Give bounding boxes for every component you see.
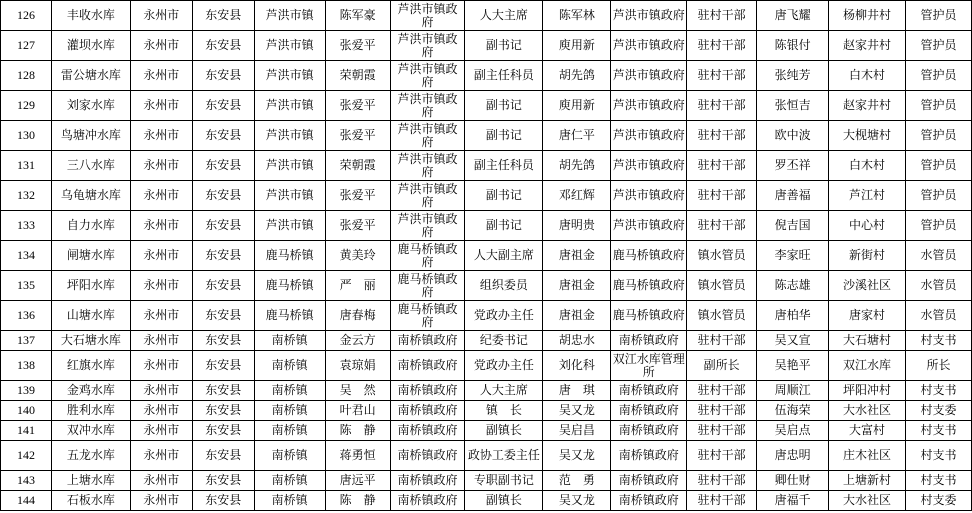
cell-village: 大石塘村 bbox=[829, 331, 906, 351]
cell-reservoir-name: 闸塘水库 bbox=[51, 241, 130, 271]
cell-tech-title: 副所长 bbox=[687, 351, 757, 381]
cell-village: 大富村 bbox=[829, 421, 906, 441]
cell-patrol-person: 周顺江 bbox=[757, 381, 829, 401]
cell-patrol-role: 村支委 bbox=[905, 401, 971, 421]
table-row bbox=[1, 121, 972, 151]
cell-tech-title: 驻村干部 bbox=[687, 151, 757, 181]
cell-leader-unit: 芦洪市镇政府 bbox=[390, 121, 465, 151]
cell-reservoir-name: 胜利水库 bbox=[51, 401, 130, 421]
cell-reservoir-name: 五龙水库 bbox=[51, 441, 130, 471]
cell-tech-unit: 芦洪市镇政府 bbox=[611, 121, 687, 151]
cell-tech-contact: 胡先鸽 bbox=[543, 151, 611, 181]
cell-township-leader: 黄美玲 bbox=[325, 241, 390, 271]
cell-leader-title: 人大副主席 bbox=[465, 241, 543, 271]
cell-tech-title: 驻村干部 bbox=[687, 491, 757, 511]
cell-village: 坪阳冲村 bbox=[829, 381, 906, 401]
cell-city: 永州市 bbox=[130, 471, 192, 491]
cell-township: 鹿马桥镇 bbox=[254, 301, 325, 331]
cell-tech-unit: 南桥镇政府 bbox=[611, 441, 687, 471]
cell-county: 东安县 bbox=[192, 441, 254, 471]
cell-leader-title: 人大主席 bbox=[465, 1, 543, 31]
cell-tech-contact: 胡先鸽 bbox=[543, 61, 611, 91]
cell-county: 东安县 bbox=[192, 31, 254, 61]
table-row bbox=[1, 401, 972, 421]
cell-leader-unit: 南桥镇政府 bbox=[390, 351, 465, 381]
cell-patrol-role: 管护员 bbox=[905, 61, 971, 91]
cell-patrol-role: 村支书 bbox=[905, 441, 971, 471]
table-row bbox=[1, 351, 972, 381]
cell-tech-unit: 芦洪市镇政府 bbox=[611, 181, 687, 211]
cell-township-leader: 陈 静 bbox=[325, 491, 390, 511]
cell-county: 东安县 bbox=[192, 421, 254, 441]
cell-leader-unit: 鹿马桥镇政府 bbox=[390, 241, 465, 271]
cell-village: 双江水库 bbox=[829, 351, 906, 381]
cell-leader-title: 副书记 bbox=[465, 211, 543, 241]
cell-patrol-role: 管护员 bbox=[905, 121, 971, 151]
cell-patrol-person: 陈志雄 bbox=[757, 271, 829, 301]
cell-township: 芦洪市镇 bbox=[254, 151, 325, 181]
cell-township-leader: 陈军豪 bbox=[325, 1, 390, 31]
cell-township-leader: 吴 然 bbox=[325, 381, 390, 401]
cell-tech-unit: 南桥镇政府 bbox=[611, 401, 687, 421]
cell-leader-unit: 南桥镇政府 bbox=[390, 471, 465, 491]
cell-township: 芦洪市镇 bbox=[254, 181, 325, 211]
cell-leader-unit: 南桥镇政府 bbox=[390, 381, 465, 401]
cell-tech-title: 镇水管员 bbox=[687, 271, 757, 301]
cell-reservoir-name: 自力水库 bbox=[51, 211, 130, 241]
cell-county: 东安县 bbox=[192, 301, 254, 331]
cell-township: 南桥镇 bbox=[254, 351, 325, 381]
cell-township: 鹿马桥镇 bbox=[254, 271, 325, 301]
cell-township: 鹿马桥镇 bbox=[254, 241, 325, 271]
cell-village: 白木村 bbox=[829, 151, 906, 181]
cell-tech-contact: 吴又龙 bbox=[543, 491, 611, 511]
cell-patrol-role: 水管员 bbox=[905, 241, 971, 271]
cell-tech-contact: 唐祖金 bbox=[543, 271, 611, 301]
cell-reservoir-name: 金鸡水库 bbox=[51, 381, 130, 401]
cell-leader-title: 副主任科员 bbox=[465, 61, 543, 91]
table-row bbox=[1, 1, 972, 31]
cell-tech-contact: 唐仁平 bbox=[543, 121, 611, 151]
cell-leader-title: 纪委书记 bbox=[465, 331, 543, 351]
cell-county: 东安县 bbox=[192, 91, 254, 121]
table-body bbox=[1, 1, 972, 511]
cell-village: 大水社区 bbox=[829, 401, 906, 421]
cell-leader-title: 政协工委主任 bbox=[465, 441, 543, 471]
cell-village: 中心村 bbox=[829, 211, 906, 241]
cell-tech-unit: 芦洪市镇政府 bbox=[611, 61, 687, 91]
cell-city: 永州市 bbox=[130, 441, 192, 471]
cell-tech-unit: 芦洪市镇政府 bbox=[611, 31, 687, 61]
cell-city: 永州市 bbox=[130, 211, 192, 241]
table-row bbox=[1, 421, 972, 441]
cell-row-number: 127 bbox=[1, 31, 52, 61]
cell-township-leader: 金云方 bbox=[325, 331, 390, 351]
cell-tech-contact: 刘化科 bbox=[543, 351, 611, 381]
cell-leader-title: 副书记 bbox=[465, 91, 543, 121]
cell-patrol-person: 伍海荣 bbox=[757, 401, 829, 421]
cell-leader-unit: 芦洪市镇政府 bbox=[390, 211, 465, 241]
cell-tech-contact: 庾用新 bbox=[543, 31, 611, 61]
cell-leader-unit: 芦洪市镇政府 bbox=[390, 61, 465, 91]
cell-tech-unit: 鹿马桥镇政府 bbox=[611, 241, 687, 271]
cell-village: 大水社区 bbox=[829, 491, 906, 511]
table-row bbox=[1, 381, 972, 401]
cell-leader-unit: 南桥镇政府 bbox=[390, 491, 465, 511]
cell-patrol-role: 村支书 bbox=[905, 421, 971, 441]
cell-row-number: 144 bbox=[1, 491, 52, 511]
table-row bbox=[1, 91, 972, 121]
cell-county: 东安县 bbox=[192, 471, 254, 491]
cell-leader-title: 副书记 bbox=[465, 31, 543, 61]
cell-leader-title: 副镇长 bbox=[465, 491, 543, 511]
cell-reservoir-name: 大石塘水库 bbox=[51, 331, 130, 351]
cell-village: 赵家井村 bbox=[829, 91, 906, 121]
cell-patrol-role: 村支书 bbox=[905, 381, 971, 401]
cell-patrol-person: 唐柏华 bbox=[757, 301, 829, 331]
cell-reservoir-name: 雷公塘水库 bbox=[51, 61, 130, 91]
cell-row-number: 132 bbox=[1, 181, 52, 211]
cell-city: 永州市 bbox=[130, 181, 192, 211]
cell-tech-title: 驻村干部 bbox=[687, 421, 757, 441]
cell-township-leader: 张爱平 bbox=[325, 121, 390, 151]
cell-reservoir-name: 三八水库 bbox=[51, 151, 130, 181]
cell-city: 永州市 bbox=[130, 351, 192, 381]
cell-city: 永州市 bbox=[130, 1, 192, 31]
cell-leader-unit: 芦洪市镇政府 bbox=[390, 91, 465, 121]
cell-row-number: 128 bbox=[1, 61, 52, 91]
table-row bbox=[1, 471, 972, 491]
cell-township: 芦洪市镇 bbox=[254, 91, 325, 121]
cell-township-leader: 袁琼娟 bbox=[325, 351, 390, 381]
cell-row-number: 137 bbox=[1, 331, 52, 351]
cell-reservoir-name: 上塘水库 bbox=[51, 471, 130, 491]
cell-tech-title: 驻村干部 bbox=[687, 331, 757, 351]
cell-township-leader: 严 丽 bbox=[325, 271, 390, 301]
cell-reservoir-name: 双冲水库 bbox=[51, 421, 130, 441]
cell-village: 赵家井村 bbox=[829, 31, 906, 61]
cell-tech-title: 驻村干部 bbox=[687, 181, 757, 211]
cell-city: 永州市 bbox=[130, 271, 192, 301]
table-row bbox=[1, 151, 972, 181]
cell-village: 大枧塘村 bbox=[829, 121, 906, 151]
cell-reservoir-name: 丰收水库 bbox=[51, 1, 130, 31]
cell-tech-unit: 鹿马桥镇政府 bbox=[611, 301, 687, 331]
cell-tech-title: 驻村干部 bbox=[687, 211, 757, 241]
cell-patrol-role: 管护员 bbox=[905, 1, 971, 31]
cell-county: 东安县 bbox=[192, 211, 254, 241]
cell-leader-title: 组织委员 bbox=[465, 271, 543, 301]
cell-township: 南桥镇 bbox=[254, 401, 325, 421]
cell-city: 永州市 bbox=[130, 421, 192, 441]
cell-row-number: 133 bbox=[1, 211, 52, 241]
cell-county: 东安县 bbox=[192, 1, 254, 31]
cell-tech-unit: 南桥镇政府 bbox=[611, 331, 687, 351]
cell-city: 永州市 bbox=[130, 31, 192, 61]
cell-city: 永州市 bbox=[130, 491, 192, 511]
cell-patrol-person: 吴启点 bbox=[757, 421, 829, 441]
cell-township-leader: 荣朝霞 bbox=[325, 151, 390, 181]
cell-leader-title: 专职副书记 bbox=[465, 471, 543, 491]
table-row bbox=[1, 31, 972, 61]
cell-reservoir-name: 红旗水库 bbox=[51, 351, 130, 381]
table-row bbox=[1, 181, 972, 211]
table-row bbox=[1, 491, 972, 511]
table-row bbox=[1, 211, 972, 241]
cell-leader-unit: 芦洪市镇政府 bbox=[390, 151, 465, 181]
cell-county: 东安县 bbox=[192, 241, 254, 271]
cell-township: 南桥镇 bbox=[254, 421, 325, 441]
cell-county: 东安县 bbox=[192, 351, 254, 381]
cell-township: 南桥镇 bbox=[254, 331, 325, 351]
cell-row-number: 140 bbox=[1, 401, 52, 421]
cell-tech-title: 驻村干部 bbox=[687, 31, 757, 61]
cell-row-number: 141 bbox=[1, 421, 52, 441]
cell-city: 永州市 bbox=[130, 301, 192, 331]
cell-township: 南桥镇 bbox=[254, 441, 325, 471]
cell-city: 永州市 bbox=[130, 331, 192, 351]
cell-patrol-person: 卿仕财 bbox=[757, 471, 829, 491]
cell-tech-title: 驻村干部 bbox=[687, 441, 757, 471]
cell-township-leader: 唐远平 bbox=[325, 471, 390, 491]
cell-tech-contact: 唐 琪 bbox=[543, 381, 611, 401]
cell-tech-title: 驻村干部 bbox=[687, 401, 757, 421]
cell-patrol-person: 张纯芳 bbox=[757, 61, 829, 91]
cell-county: 东安县 bbox=[192, 271, 254, 301]
cell-row-number: 143 bbox=[1, 471, 52, 491]
cell-city: 永州市 bbox=[130, 91, 192, 121]
cell-leader-unit: 鹿马桥镇政府 bbox=[390, 271, 465, 301]
table-row bbox=[1, 241, 972, 271]
cell-leader-unit: 芦洪市镇政府 bbox=[390, 1, 465, 31]
cell-tech-contact: 庾用新 bbox=[543, 91, 611, 121]
cell-patrol-role: 管护员 bbox=[905, 91, 971, 121]
cell-reservoir-name: 山塘水库 bbox=[51, 301, 130, 331]
cell-patrol-person: 吴艳平 bbox=[757, 351, 829, 381]
cell-township-leader: 张爱平 bbox=[325, 211, 390, 241]
cell-patrol-role: 管护员 bbox=[905, 211, 971, 241]
cell-reservoir-name: 石板水库 bbox=[51, 491, 130, 511]
table-row bbox=[1, 61, 972, 91]
cell-patrol-person: 欧中波 bbox=[757, 121, 829, 151]
cell-patrol-role: 水管员 bbox=[905, 301, 971, 331]
cell-patrol-role: 村支委 bbox=[905, 491, 971, 511]
cell-city: 永州市 bbox=[130, 151, 192, 181]
cell-tech-unit: 芦洪市镇政府 bbox=[611, 151, 687, 181]
cell-leader-title: 副镇长 bbox=[465, 421, 543, 441]
cell-village: 芦江村 bbox=[829, 181, 906, 211]
cell-village: 上塘新村 bbox=[829, 471, 906, 491]
cell-tech-title: 驻村干部 bbox=[687, 121, 757, 151]
cell-township: 芦洪市镇 bbox=[254, 61, 325, 91]
cell-tech-title: 驻村干部 bbox=[687, 91, 757, 121]
cell-leader-title: 党政办主任 bbox=[465, 301, 543, 331]
cell-township: 芦洪市镇 bbox=[254, 121, 325, 151]
cell-tech-contact: 唐祖金 bbox=[543, 241, 611, 271]
cell-city: 永州市 bbox=[130, 401, 192, 421]
cell-tech-title: 驻村干部 bbox=[687, 61, 757, 91]
cell-tech-unit: 芦洪市镇政府 bbox=[611, 211, 687, 241]
cell-reservoir-name: 鸟塘冲水库 bbox=[51, 121, 130, 151]
cell-township-leader: 张爱平 bbox=[325, 181, 390, 211]
cell-reservoir-name: 灌坝水库 bbox=[51, 31, 130, 61]
cell-township-leader: 叶君山 bbox=[325, 401, 390, 421]
cell-leader-title: 党政办主任 bbox=[465, 351, 543, 381]
cell-tech-title: 驻村干部 bbox=[687, 471, 757, 491]
cell-village: 新街村 bbox=[829, 241, 906, 271]
cell-row-number: 130 bbox=[1, 121, 52, 151]
cell-row-number: 131 bbox=[1, 151, 52, 181]
cell-county: 东安县 bbox=[192, 61, 254, 91]
cell-leader-unit: 芦洪市镇政府 bbox=[390, 181, 465, 211]
cell-tech-contact: 唐祖金 bbox=[543, 301, 611, 331]
cell-leader-unit: 芦洪市镇政府 bbox=[390, 31, 465, 61]
cell-patrol-role: 管护员 bbox=[905, 181, 971, 211]
cell-leader-title: 人大主席 bbox=[465, 381, 543, 401]
cell-county: 东安县 bbox=[192, 151, 254, 181]
cell-row-number: 135 bbox=[1, 271, 52, 301]
cell-village: 唐家村 bbox=[829, 301, 906, 331]
cell-county: 东安县 bbox=[192, 401, 254, 421]
cell-patrol-person: 陈银付 bbox=[757, 31, 829, 61]
table-row bbox=[1, 331, 972, 351]
cell-reservoir-name: 乌龟塘水库 bbox=[51, 181, 130, 211]
cell-patrol-person: 唐福千 bbox=[757, 491, 829, 511]
cell-tech-unit: 南桥镇政府 bbox=[611, 421, 687, 441]
cell-county: 东安县 bbox=[192, 121, 254, 151]
cell-tech-contact: 唐明贵 bbox=[543, 211, 611, 241]
cell-tech-unit: 双江水库管理所 bbox=[612, 351, 685, 379]
cell-leader-unit: 鹿马桥镇政府 bbox=[390, 301, 465, 331]
cell-tech-title: 镇水管员 bbox=[687, 301, 757, 331]
cell-tech-contact: 吴又龙 bbox=[543, 401, 611, 421]
cell-tech-contact: 吴又龙 bbox=[543, 441, 611, 471]
cell-township-leader: 唐春梅 bbox=[325, 301, 390, 331]
cell-city: 永州市 bbox=[130, 381, 192, 401]
cell-township: 芦洪市镇 bbox=[254, 211, 325, 241]
cell-county: 东安县 bbox=[192, 381, 254, 401]
cell-leader-unit: 南桥镇政府 bbox=[390, 331, 465, 351]
cell-tech-contact: 陈军林 bbox=[543, 1, 611, 31]
cell-row-number: 136 bbox=[1, 301, 52, 331]
cell-row-number: 138 bbox=[1, 351, 52, 381]
cell-leader-unit: 南桥镇政府 bbox=[390, 401, 465, 421]
cell-township: 南桥镇 bbox=[254, 491, 325, 511]
cell-patrol-role: 村支书 bbox=[905, 471, 971, 491]
cell-patrol-role: 管护员 bbox=[905, 31, 971, 61]
cell-patrol-person: 唐飞耀 bbox=[757, 1, 829, 31]
cell-tech-contact: 胡忠水 bbox=[543, 331, 611, 351]
cell-leader-title: 镇 长 bbox=[465, 401, 543, 421]
cell-city: 永州市 bbox=[130, 241, 192, 271]
cell-tech-unit: 南桥镇政府 bbox=[611, 381, 687, 401]
cell-row-number: 126 bbox=[1, 1, 52, 31]
cell-row-number: 134 bbox=[1, 241, 52, 271]
cell-tech-unit: 鹿马桥镇政府 bbox=[611, 271, 687, 301]
table-row bbox=[1, 301, 972, 331]
cell-township-leader: 张爱平 bbox=[325, 31, 390, 61]
table-row bbox=[1, 441, 972, 471]
cell-leader-unit: 南桥镇政府 bbox=[390, 421, 465, 441]
cell-township-leader: 陈 静 bbox=[325, 421, 390, 441]
cell-tech-unit: 芦洪市镇政府 bbox=[611, 1, 687, 31]
cell-tech-title: 驻村干部 bbox=[687, 381, 757, 401]
cell-county: 东安县 bbox=[192, 181, 254, 211]
cell-village: 白木村 bbox=[829, 61, 906, 91]
cell-leader-title: 副书记 bbox=[465, 181, 543, 211]
cell-county: 东安县 bbox=[192, 331, 254, 351]
cell-patrol-person: 唐忠明 bbox=[757, 441, 829, 471]
cell-patrol-person: 唐善福 bbox=[757, 181, 829, 211]
cell-township-leader: 荣朝霞 bbox=[325, 61, 390, 91]
cell-county: 东安县 bbox=[192, 491, 254, 511]
cell-tech-unit: 南桥镇政府 bbox=[611, 491, 687, 511]
cell-leader-title: 副书记 bbox=[465, 121, 543, 151]
cell-patrol-person: 张恒吉 bbox=[757, 91, 829, 121]
table-row bbox=[1, 271, 972, 301]
cell-patrol-role: 水管员 bbox=[905, 271, 971, 301]
cell-city: 永州市 bbox=[130, 61, 192, 91]
cell-tech-contact: 吴启昌 bbox=[543, 421, 611, 441]
cell-township-leader: 张爱平 bbox=[325, 91, 390, 121]
cell-reservoir-name: 刘家水库 bbox=[51, 91, 130, 121]
cell-village: 沙溪社区 bbox=[829, 271, 906, 301]
cell-patrol-person: 倪吉国 bbox=[757, 211, 829, 241]
cell-township: 南桥镇 bbox=[254, 471, 325, 491]
cell-reservoir-name: 坪阳水库 bbox=[51, 271, 130, 301]
cell-row-number: 129 bbox=[1, 91, 52, 121]
cell-township: 芦洪市镇 bbox=[254, 31, 325, 61]
cell-patrol-role: 所长 bbox=[905, 351, 971, 381]
cell-patrol-role: 管护员 bbox=[905, 151, 971, 181]
cell-patrol-person: 李家旺 bbox=[757, 241, 829, 271]
cell-row-number: 139 bbox=[1, 381, 52, 401]
cell-tech-title: 镇水管员 bbox=[687, 241, 757, 271]
cell-tech-title: 驻村干部 bbox=[687, 1, 757, 31]
cell-tech-contact: 范 勇 bbox=[543, 471, 611, 491]
cell-patrol-role: 村支书 bbox=[905, 331, 971, 351]
cell-tech-unit: 南桥镇政府 bbox=[611, 471, 687, 491]
cell-patrol-person: 罗丕祥 bbox=[757, 151, 829, 181]
cell-city: 永州市 bbox=[130, 121, 192, 151]
cell-leader-title: 副主任科员 bbox=[465, 151, 543, 181]
cell-patrol-person: 吴又宣 bbox=[757, 331, 829, 351]
cell-village: 杨柳井村 bbox=[829, 1, 906, 31]
cell-township: 芦洪市镇 bbox=[254, 1, 325, 31]
cell-township-leader: 蒋勇恒 bbox=[325, 441, 390, 471]
cell-tech-unit: 芦洪市镇政府 bbox=[611, 91, 687, 121]
cell-township: 南桥镇 bbox=[254, 381, 325, 401]
cell-leader-unit: 南桥镇政府 bbox=[390, 441, 465, 471]
cell-row-number: 142 bbox=[1, 441, 52, 471]
cell-village: 庄木社区 bbox=[829, 441, 906, 471]
cell-tech-contact: 邓红辉 bbox=[543, 181, 611, 211]
